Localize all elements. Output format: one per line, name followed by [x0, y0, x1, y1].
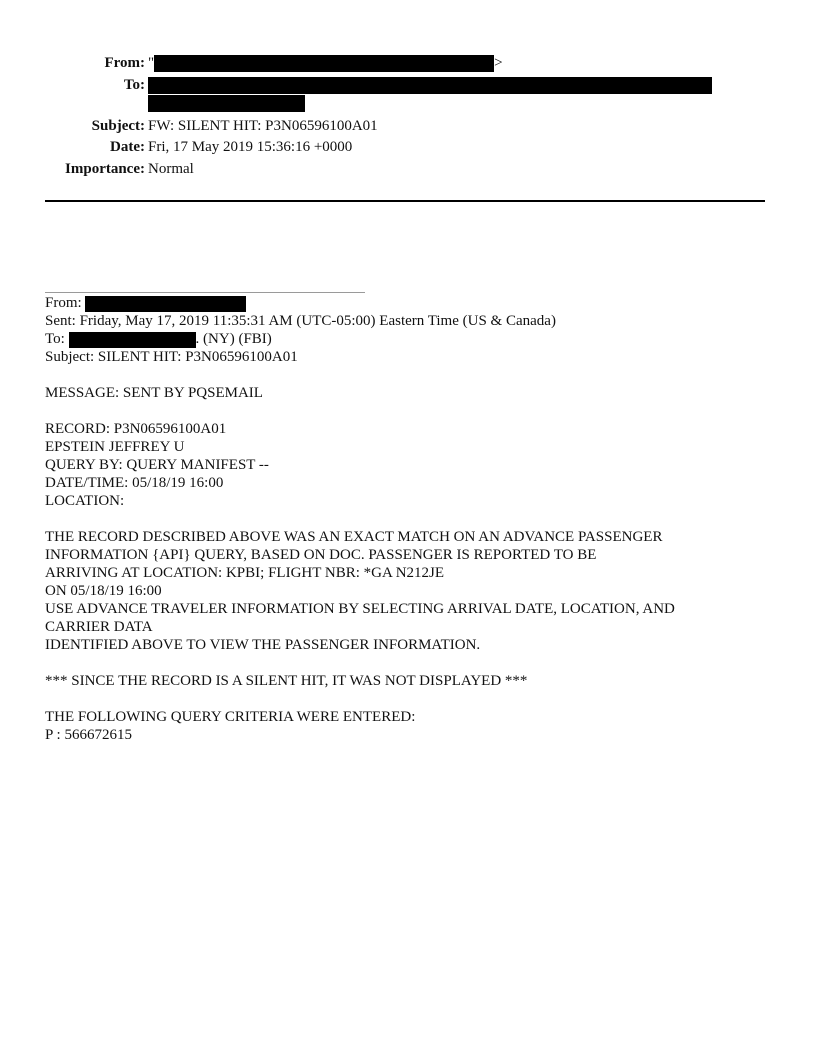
- redaction-block: [148, 95, 305, 112]
- from-suffix: >: [494, 55, 503, 71]
- forward-divider: [45, 292, 365, 293]
- spacer: [45, 690, 775, 708]
- spacer: [45, 402, 775, 420]
- message-body: [45, 294, 775, 744]
- spacer: [45, 366, 775, 384]
- forwarded-to-label: To:: [45, 331, 65, 347]
- silent-hit-note: *** SINCE THE RECORD IS A SILENT HIT, IT WAS NOT DISPLAYED ***: [45, 673, 528, 689]
- forwarded-from-label: From:: [45, 295, 82, 311]
- subject-value: FW: SILENT HIT: P3N06596100A01: [148, 118, 378, 134]
- spacer: [45, 510, 775, 528]
- forwarded-subject-line: Subject: SILENT HIT: P3N06596100A01: [45, 349, 298, 365]
- forwarded-from-line: [45, 294, 775, 312]
- redaction-block: [69, 332, 196, 348]
- subject-label: Subject:: [91, 118, 145, 134]
- forwarded-to-suffix: . (NY) (FBI): [195, 331, 272, 347]
- date-time-line: DATE/TIME: 05/18/19 16:00: [45, 475, 224, 491]
- to-value-cont: [148, 92, 305, 114]
- paragraph-line: ARRIVING AT LOCATION: KPBI; FLIGHT NBR: *GA N212JE: [45, 565, 445, 581]
- forwarded-sent-line: Sent: Friday, May 17, 2019 11:35:31 AM (UTC-05:00) Eastern Time (US & Canada): [45, 313, 556, 329]
- redaction-block: [85, 296, 246, 312]
- message-sent-by: MESSAGE: SENT BY PQSEMAIL: [45, 385, 263, 401]
- importance-value: Normal: [148, 161, 194, 177]
- paragraph-line: CARRIER DATA: [45, 619, 153, 635]
- location-line: LOCATION:: [45, 493, 125, 509]
- paragraph-line: THE RECORD DESCRIBED ABOVE WAS AN EXACT MATCH ON AN ADVANCE PASSENGER: [45, 529, 663, 545]
- header-divider: [45, 200, 765, 202]
- date-label: Date:: [110, 139, 145, 155]
- record-line: RECORD: P3N06596100A01: [45, 421, 227, 437]
- paragraph-line: USE ADVANCE TRAVELER INFORMATION BY SELECTING ARRIVAL DATE, LOCATION, AND: [45, 601, 675, 617]
- paragraph-line: IDENTIFIED ABOVE TO VIEW THE PASSENGER INFORMATION.: [45, 637, 481, 653]
- criteria-value: P : 566672615: [45, 727, 132, 743]
- redaction-block: [154, 55, 494, 72]
- from-label: From:: [104, 55, 145, 71]
- criteria-heading: THE FOLLOWING QUERY CRITERIA WERE ENTERED:: [45, 709, 416, 725]
- paragraph-line: ON 05/18/19 16:00: [45, 583, 162, 599]
- to-label: To:: [123, 77, 145, 93]
- spacer: [45, 654, 775, 672]
- from-prefix: ": [148, 55, 155, 71]
- query-by-line: QUERY BY: QUERY MANIFEST --: [45, 457, 269, 473]
- paragraph-line: INFORMATION {API} QUERY, BASED ON DOC. PASSENGER IS REPORTED TO BE: [45, 547, 597, 563]
- date-value: Fri, 17 May 2019 15:36:16 +0000: [148, 139, 353, 155]
- forwarded-to-line: [45, 330, 775, 348]
- importance-label: Importance:: [65, 161, 145, 177]
- from-value: [148, 52, 503, 74]
- name-line: EPSTEIN JEFFREY U: [45, 439, 185, 455]
